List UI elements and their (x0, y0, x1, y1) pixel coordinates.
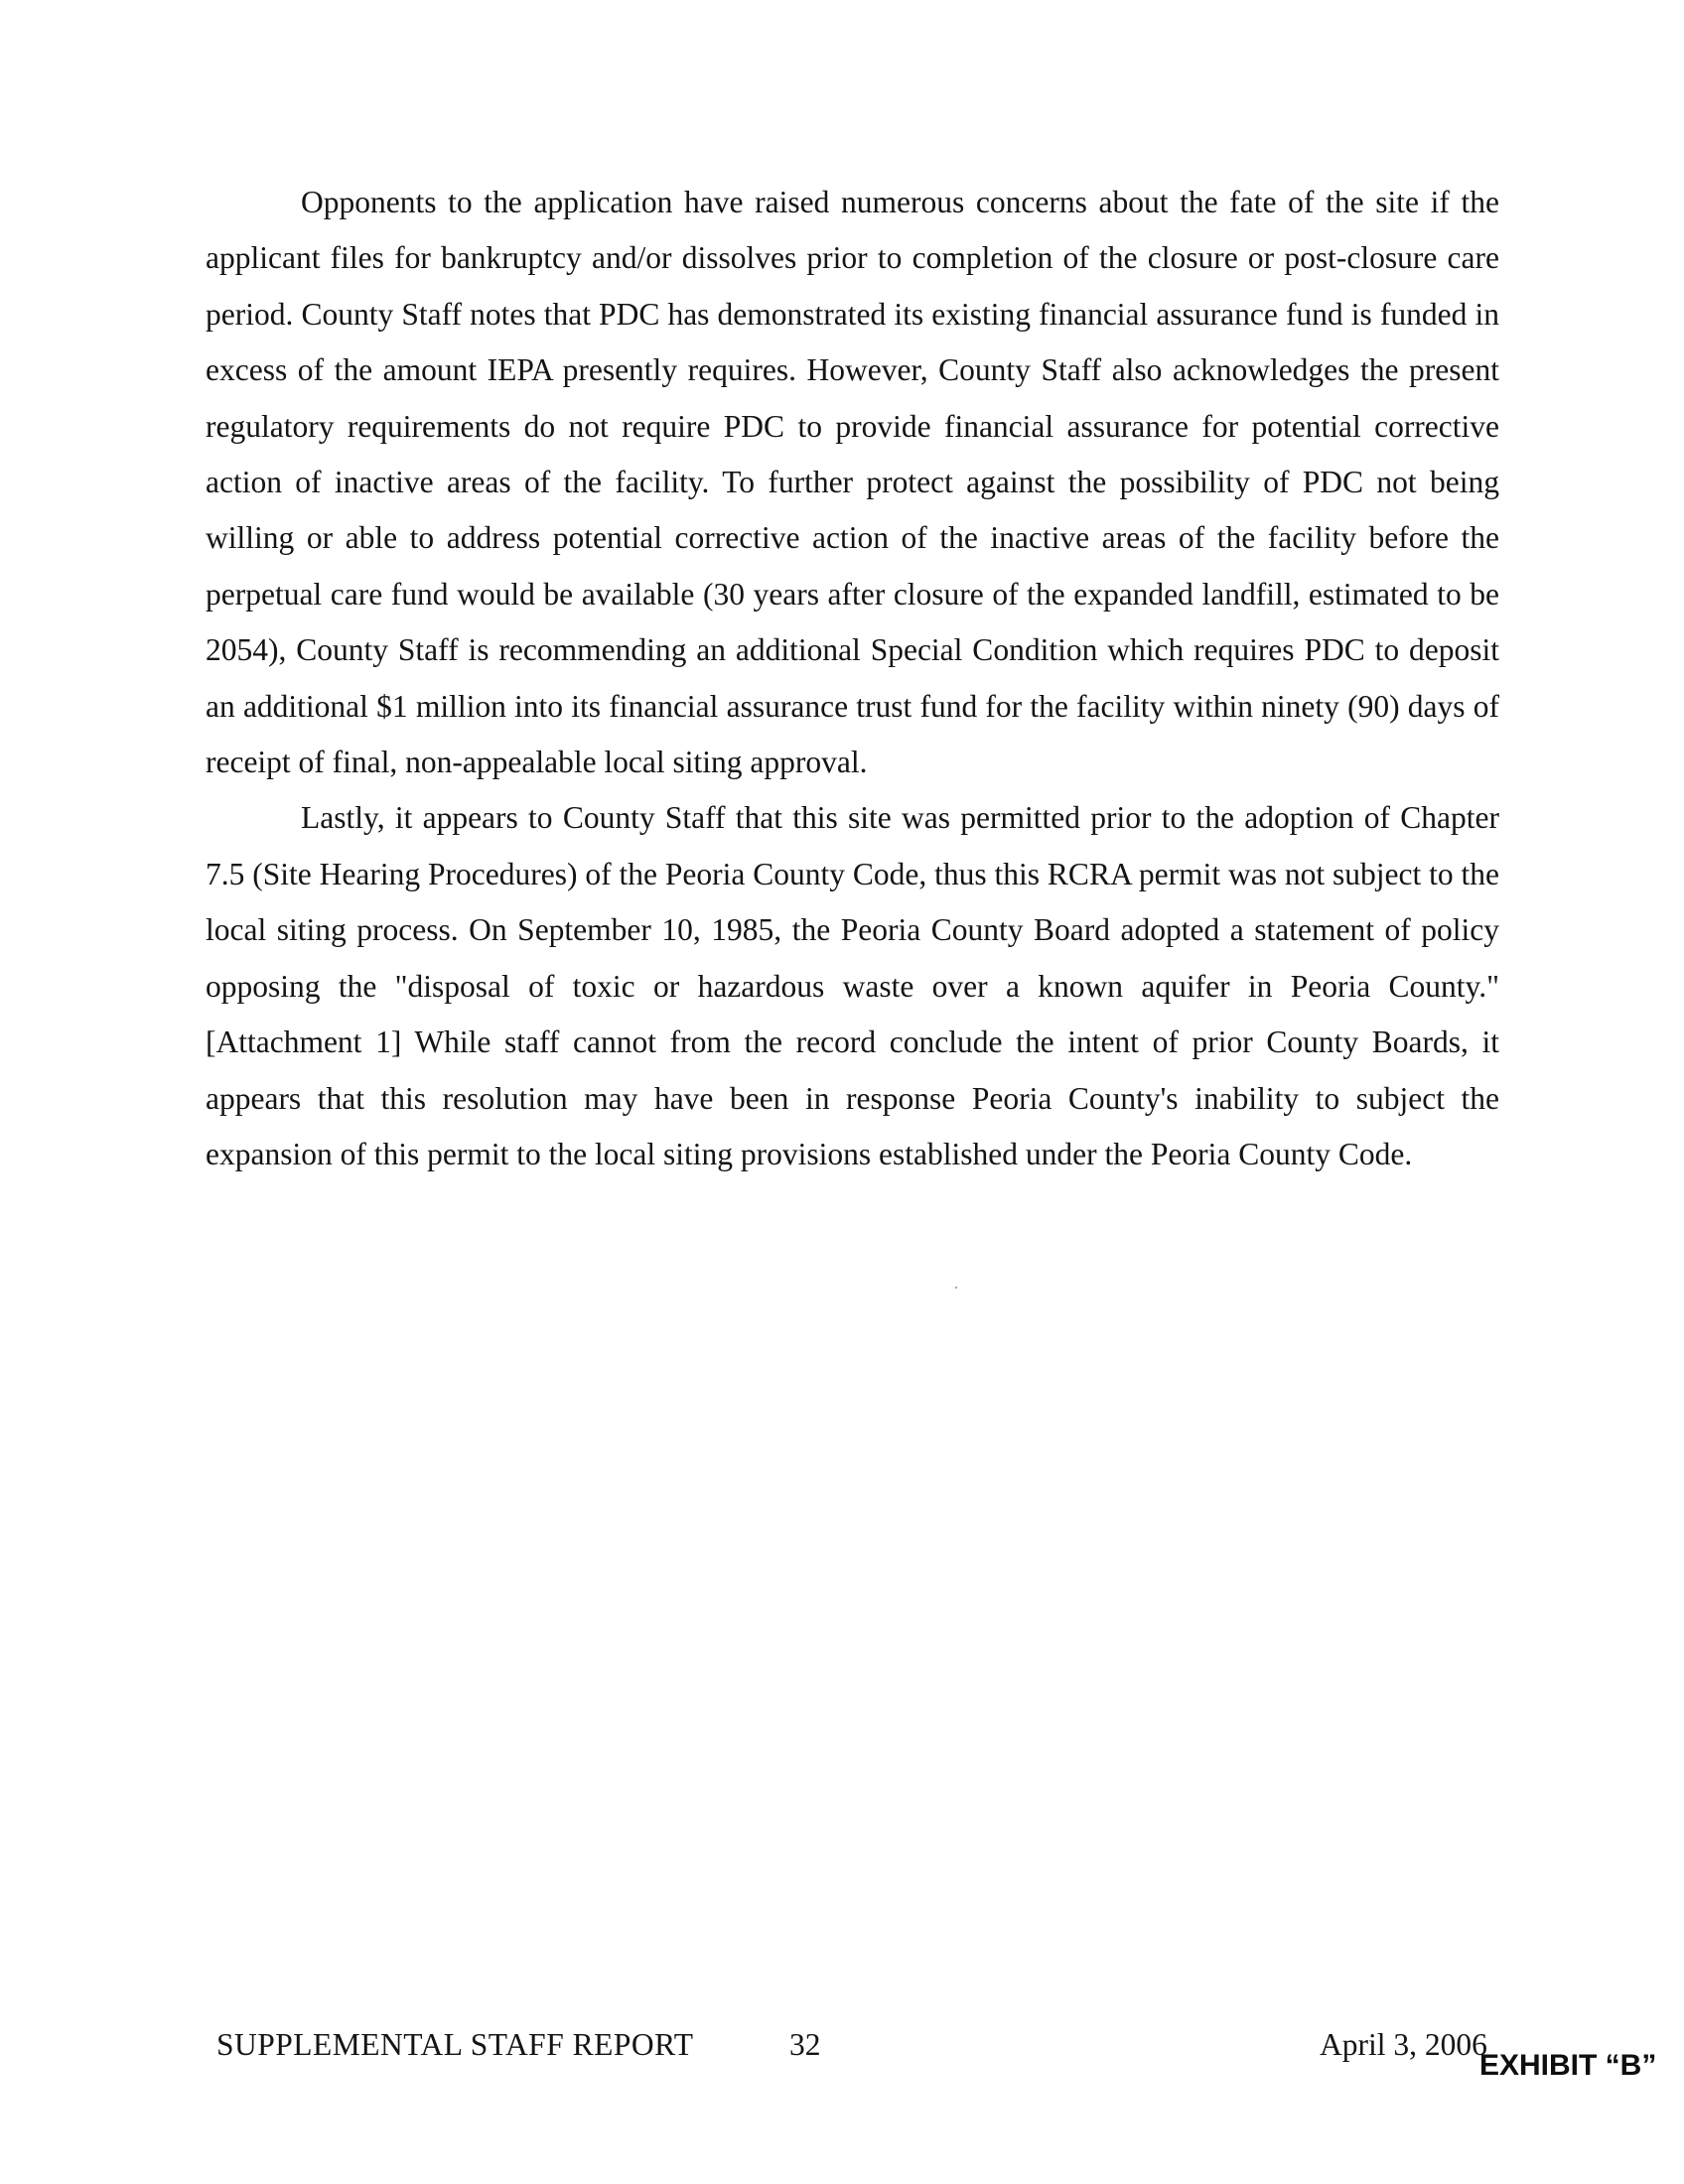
exhibit-stamp: EXHIBIT “B” (1479, 2049, 1657, 2082)
footer-report-title: SUPPLEMENTAL STAFF REPORT (216, 2027, 694, 2062)
footer-page-number: 32 (789, 2027, 821, 2062)
paragraph-financial-assurance: Opponents to the application have raised numerous concerns about the fate of the site if the applicant files for bankruptcy and/or dissolves prior to completion of the closure or post-closure care period. County Staff notes that PDC has demonstrated its existing financial assurance fund is funded in excess of the amount IEPA presently requires. However, County Staff also acknowledges the present regulatory requirements do not require PDC to provide financial assurance for potential corrective action of inactive areas of the facility. To further protect against the possibility of PDC not being willing or able to address potential corrective action of the inactive areas of the facility before the perpetual care fund would be available (30 years after closure of the expanded landfill, estimated to be 2054), County Staff is recommending an additional Special Condition which requires PDC to deposit an additional $1 million into its financial assurance trust fund for the facility within ninety (90) days of receipt of final, non-appealable local siting approval. (206, 185, 1499, 780)
footer-date: April 3, 2006 (1320, 2027, 1487, 2062)
paragraph-siting-history: Lastly, it appears to County Staff that this site was permitted prior to the adoption of Chapter 7.5 (Site Hearing Procedures) of the Peoria County Code, thus this RCRA permit was not subject to the local siting process. On September 10, 1985, the Peoria County Board adopted a statement of policy opposing the "disposal of toxic or hazardous waste over a known aquifer in Peoria County." [Attachment 1] While staff cannot from the record conclude the intent of prior County Boards, it appears that this resolution may have been in response Peoria County's inability to subject the expansion of this permit to the local siting provisions established under the Peoria County Code. (206, 800, 1499, 1171)
scan-speck (955, 1287, 957, 1289)
report-body (206, 175, 1499, 1182)
